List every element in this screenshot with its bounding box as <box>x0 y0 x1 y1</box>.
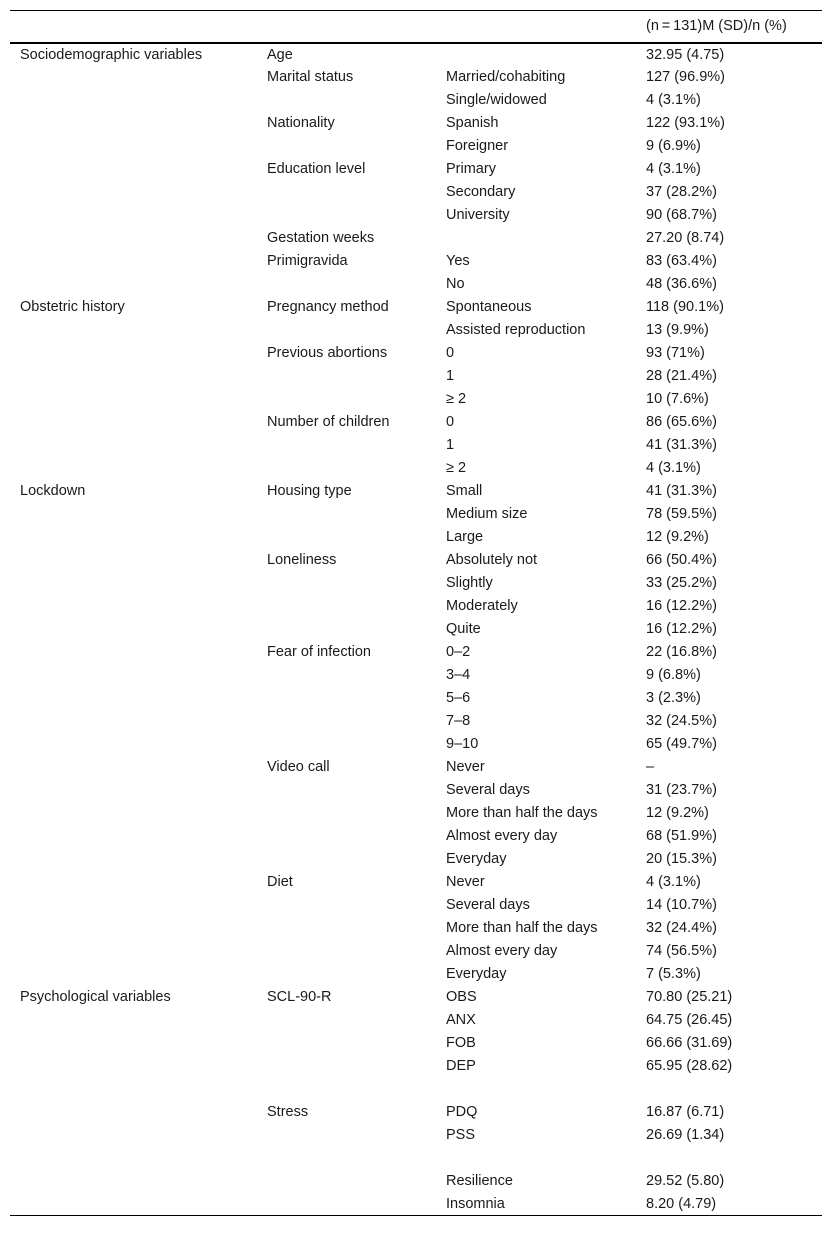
cell-level: Several days <box>446 782 530 798</box>
cell-statistic: 32 (24.5%) <box>646 713 717 729</box>
cell-statistic: 66 (50.4%) <box>646 552 717 568</box>
cell-level: Single/widowed <box>446 92 547 108</box>
cell-statistic: 37 (28.2%) <box>646 184 717 200</box>
cell-statistic: 65 (49.7%) <box>646 736 717 752</box>
cell-level: Primary <box>446 161 496 177</box>
table-row <box>10 365 822 388</box>
header-cell-category <box>10 11 257 43</box>
cell-level: OBS <box>446 989 477 1005</box>
cell-variable <box>257 457 436 480</box>
table-row <box>10 779 822 802</box>
cell-statistic: 10 (7.6%) <box>646 391 709 407</box>
cell-category <box>10 1055 257 1078</box>
cell-category <box>10 664 257 687</box>
cell-category <box>10 89 257 112</box>
cell-variable <box>257 1032 436 1055</box>
table-row <box>10 848 822 871</box>
table-row <box>10 963 822 986</box>
cell-statistic: 4 (3.1%) <box>646 460 701 476</box>
cell-level: 0 <box>446 414 455 430</box>
cell-level: Married/cohabiting <box>446 69 566 85</box>
cell-level: Yes <box>446 253 470 269</box>
cell-statistic: 41 (31.3%) <box>646 437 717 453</box>
cell-statistic: 31 (23.7%) <box>646 782 717 798</box>
cell-level: More than half the days <box>446 805 598 821</box>
cell-statistic: 118 (90.1%) <box>646 299 724 315</box>
cell-statistic: – <box>646 759 655 775</box>
cell-level: 5–6 <box>446 690 471 706</box>
cell-level: Secondary <box>446 184 516 200</box>
cell-category <box>10 871 257 894</box>
header-cell-variable <box>257 11 436 43</box>
cell-level <box>436 227 636 250</box>
cell-statistic: 4 (3.1%) <box>646 92 701 108</box>
cell-variable <box>257 365 436 388</box>
cell-variable <box>257 825 436 848</box>
cell-variable: Diet <box>267 874 293 890</box>
cell-level: Everyday <box>446 851 507 867</box>
cell-variable <box>257 135 436 158</box>
cell-variable <box>257 1009 436 1032</box>
table-row <box>10 687 822 710</box>
cell-statistic: 70.80 (25.21) <box>646 989 733 1005</box>
table-row <box>10 503 822 526</box>
cell-category <box>10 158 257 181</box>
table-row <box>10 250 822 273</box>
cell-variable <box>257 802 436 825</box>
cell-level: Almost every day <box>446 943 558 959</box>
cell-statistic: 64.75 (26.45) <box>646 1012 733 1028</box>
cell-category <box>10 434 257 457</box>
table-row <box>10 1101 822 1124</box>
table-row <box>10 342 822 365</box>
cell-category <box>10 595 257 618</box>
cell-variable: Nationality <box>267 115 335 131</box>
table-row <box>10 595 822 618</box>
cell-statistic: 12 (9.2%) <box>646 529 709 545</box>
table-row <box>10 1009 822 1032</box>
cell-category <box>10 135 257 158</box>
table-row <box>10 664 822 687</box>
table-row <box>10 1078 822 1101</box>
cell-category <box>10 779 257 802</box>
cell-statistic: 48 (36.6%) <box>646 276 717 292</box>
cell-category <box>10 411 257 434</box>
cell-statistic: 4 (3.1%) <box>646 161 701 177</box>
cell-statistic: 16 (12.2%) <box>646 598 717 614</box>
cell-category <box>10 457 257 480</box>
cell-variable <box>257 940 436 963</box>
cell-statistic: 93 (71%) <box>646 345 705 361</box>
cell-variable <box>257 779 436 802</box>
cell-level: PSS <box>446 1127 476 1143</box>
cell-category <box>10 687 257 710</box>
cell-variable: Fear of infection <box>267 644 371 660</box>
cell-level: Large <box>446 529 484 545</box>
cell-category <box>10 1147 257 1170</box>
cell-statistic: 122 (93.1%) <box>646 115 725 131</box>
cell-statistic: 14 (10.7%) <box>646 897 717 913</box>
cell-variable <box>257 710 436 733</box>
cell-level: Almost every day <box>446 828 558 844</box>
cell-statistic: 41 (31.3%) <box>646 483 717 499</box>
cell-category <box>10 342 257 365</box>
cell-category <box>10 756 257 779</box>
table-row <box>10 273 822 296</box>
cell-category <box>10 227 257 250</box>
cell-variable: Number of children <box>267 414 390 430</box>
cell-variable <box>257 917 436 940</box>
cell-statistic: 22 (16.8%) <box>646 644 717 660</box>
cell-category <box>10 250 257 273</box>
cell-level: Spontaneous <box>446 299 532 315</box>
cell-level: 1 <box>446 368 455 384</box>
cell-category <box>10 641 257 664</box>
cell-statistic: 9 (6.9%) <box>646 138 701 154</box>
table-row <box>10 917 822 940</box>
table-row <box>10 894 822 917</box>
cell-level: No <box>446 276 465 292</box>
cell-variable <box>257 664 436 687</box>
cell-level: PDQ <box>446 1104 478 1120</box>
cell-category <box>10 618 257 641</box>
cell-level: Moderately <box>446 598 518 614</box>
cell-variable <box>257 319 436 342</box>
cell-statistic: 68 (51.9%) <box>646 828 717 844</box>
cell-variable <box>257 503 436 526</box>
cell-variable <box>257 181 436 204</box>
cell-level <box>436 1147 636 1170</box>
cell-variable <box>257 526 436 549</box>
cell-variable: Gestation weeks <box>267 230 375 246</box>
cell-level <box>436 1078 636 1101</box>
cell-statistic: 16 (12.2%) <box>646 621 717 637</box>
cell-statistic: 78 (59.5%) <box>646 506 717 522</box>
cell-statistic: 86 (65.6%) <box>646 414 717 430</box>
table-row <box>10 43 822 66</box>
cell-category <box>10 894 257 917</box>
cell-level: 0–2 <box>446 644 471 660</box>
cell-level: Spanish <box>446 115 499 131</box>
cell-category: Psychological variables <box>20 989 171 1005</box>
table-row <box>10 871 822 894</box>
cell-statistic: 27.20 (8.74) <box>646 230 725 246</box>
table-row <box>10 641 822 664</box>
cell-variable: Stress <box>267 1104 309 1120</box>
cell-variable <box>257 204 436 227</box>
table-row <box>10 181 822 204</box>
table-row <box>10 986 822 1009</box>
cell-category <box>10 848 257 871</box>
cell-variable <box>257 1193 436 1216</box>
table-row <box>10 1032 822 1055</box>
table-row <box>10 204 822 227</box>
cell-variable <box>257 1078 436 1101</box>
table-row <box>10 480 822 503</box>
cell-category <box>10 733 257 756</box>
cell-statistic: 29.52 (5.80) <box>646 1173 725 1189</box>
table-row <box>10 710 822 733</box>
table-row <box>10 802 822 825</box>
cell-level: Absolutely not <box>446 552 538 568</box>
cell-level: FOB <box>446 1035 476 1051</box>
cell-level: Never <box>446 874 485 890</box>
header-cell-level <box>436 11 636 43</box>
cell-statistic: 28 (21.4%) <box>646 368 717 384</box>
cell-category <box>10 1101 257 1124</box>
cell-level: Medium size <box>446 506 528 522</box>
cell-statistic: 8.20 (4.79) <box>646 1195 717 1212</box>
table-row <box>10 1170 822 1193</box>
cell-category <box>10 319 257 342</box>
table-body <box>10 43 822 1216</box>
cell-level: Small <box>446 483 483 499</box>
cell-variable <box>257 687 436 710</box>
table-row <box>10 1193 822 1216</box>
cell-statistic: 26.69 (1.34) <box>646 1127 725 1143</box>
cell-level: Everyday <box>446 966 507 982</box>
table-row <box>10 158 822 181</box>
cell-statistic: 4 (3.1%) <box>646 874 701 890</box>
cell-level: 0 <box>446 345 455 361</box>
cell-statistic: 33 (25.2%) <box>646 575 717 591</box>
cell-variable <box>257 89 436 112</box>
cell-category <box>10 963 257 986</box>
cell-level: 3–4 <box>446 667 471 683</box>
cell-level: 7–8 <box>446 713 471 729</box>
cell-category: Obstetric history <box>20 299 125 315</box>
cell-level: DEP <box>446 1058 476 1074</box>
cell-level: University <box>446 207 510 223</box>
cell-level: ≥ 2 <box>446 460 467 476</box>
cell-statistic: 90 (68.7%) <box>646 207 717 223</box>
cell-variable <box>257 894 436 917</box>
cell-variable: Housing type <box>267 483 352 499</box>
cell-level <box>436 43 636 66</box>
cell-category <box>10 273 257 296</box>
cell-category <box>10 526 257 549</box>
cell-level: Insomnia <box>446 1195 505 1212</box>
cell-level: Several days <box>446 897 530 913</box>
cell-statistic: 32.95 (4.75) <box>646 46 725 63</box>
cell-statistic: 9 (6.8%) <box>646 667 701 683</box>
cell-category <box>10 1193 257 1216</box>
table-row <box>10 434 822 457</box>
table-row <box>10 388 822 411</box>
header-cell-statistic: (n = 131)M (SD)/n (%) <box>646 18 787 35</box>
table-row <box>10 89 822 112</box>
cell-category <box>10 572 257 595</box>
cell-category <box>10 917 257 940</box>
cell-statistic: 20 (15.3%) <box>646 851 717 867</box>
cell-category: Sociodemographic variables <box>20 46 203 63</box>
table-header <box>10 11 822 43</box>
cell-category <box>10 802 257 825</box>
cell-statistic: 83 (63.4%) <box>646 253 717 269</box>
cell-variable <box>257 733 436 756</box>
cell-variable <box>257 848 436 871</box>
cell-level: ≥ 2 <box>446 391 467 407</box>
cell-category <box>10 549 257 572</box>
cell-category: Lockdown <box>20 483 86 499</box>
cell-level: Slightly <box>446 575 493 591</box>
descriptive-statistics-table <box>10 10 822 1216</box>
cell-category <box>10 204 257 227</box>
cell-variable <box>257 1170 436 1193</box>
cell-variable <box>257 572 436 595</box>
cell-level: 1 <box>446 437 455 453</box>
cell-variable <box>257 1147 436 1170</box>
cell-statistic: 127 (96.9%) <box>646 69 725 85</box>
cell-level: Foreigner <box>446 138 509 154</box>
cell-statistic: 3 (2.3%) <box>646 690 701 706</box>
cell-variable <box>257 618 436 641</box>
cell-level: ANX <box>446 1012 476 1028</box>
cell-category <box>10 112 257 135</box>
cell-category <box>10 1009 257 1032</box>
cell-statistic: 16.87 (6.71) <box>646 1104 725 1120</box>
cell-category <box>10 825 257 848</box>
table-row <box>10 549 822 572</box>
cell-statistic: 7 (5.3%) <box>646 966 701 982</box>
table-row <box>10 457 822 480</box>
cell-variable: Loneliness <box>267 552 337 568</box>
cell-category <box>10 1170 257 1193</box>
cell-variable <box>257 434 436 457</box>
cell-statistic: 13 (9.9%) <box>646 322 709 338</box>
cell-variable <box>257 388 436 411</box>
cell-level: More than half the days <box>446 920 598 936</box>
cell-variable: Video call <box>267 759 330 775</box>
table-row <box>10 733 822 756</box>
cell-category <box>10 710 257 733</box>
cell-statistic: 66.66 (31.69) <box>646 1035 733 1051</box>
table-row <box>10 1124 822 1147</box>
descriptive-statistics-table-container <box>10 10 822 1216</box>
cell-level: Assisted reproduction <box>446 322 586 338</box>
cell-variable: Education level <box>267 161 366 177</box>
table-row <box>10 526 822 549</box>
cell-category <box>10 1078 257 1101</box>
cell-statistic: 65.95 (28.62) <box>646 1058 733 1074</box>
cell-variable: Previous abortions <box>267 345 388 361</box>
cell-statistic: 74 (56.5%) <box>646 943 717 959</box>
cell-variable: Marital status <box>267 69 354 85</box>
table-row <box>10 572 822 595</box>
table-row <box>10 940 822 963</box>
cell-level: 9–10 <box>446 736 479 752</box>
table-row <box>10 296 822 319</box>
cell-category <box>10 66 257 89</box>
table-row <box>10 66 822 89</box>
cell-variable: Age <box>267 46 293 63</box>
table-row <box>10 618 822 641</box>
cell-variable <box>257 1055 436 1078</box>
cell-level: Quite <box>446 621 481 637</box>
cell-statistic: 12 (9.2%) <box>646 805 709 821</box>
table-row <box>10 1055 822 1078</box>
cell-statistic <box>636 1078 822 1101</box>
cell-category <box>10 365 257 388</box>
cell-variable <box>257 595 436 618</box>
table-row <box>10 227 822 250</box>
header-row <box>10 11 822 43</box>
cell-level: Never <box>446 759 485 775</box>
cell-category <box>10 181 257 204</box>
table-row <box>10 825 822 848</box>
table-row <box>10 411 822 434</box>
cell-category <box>10 503 257 526</box>
cell-level: Resilience <box>446 1173 513 1189</box>
cell-statistic: 32 (24.4%) <box>646 920 717 936</box>
cell-variable: Pregnancy method <box>267 299 389 315</box>
table-row <box>10 135 822 158</box>
table-row <box>10 756 822 779</box>
cell-statistic <box>636 1147 822 1170</box>
cell-category <box>10 1032 257 1055</box>
table-row <box>10 319 822 342</box>
cell-variable: SCL-90-R <box>267 989 332 1005</box>
cell-category <box>10 940 257 963</box>
cell-category <box>10 1124 257 1147</box>
cell-variable <box>257 1124 436 1147</box>
cell-variable <box>257 963 436 986</box>
table-row <box>10 112 822 135</box>
cell-variable: Primigravida <box>267 253 348 269</box>
table-row <box>10 1147 822 1170</box>
cell-category <box>10 388 257 411</box>
cell-variable <box>257 273 436 296</box>
